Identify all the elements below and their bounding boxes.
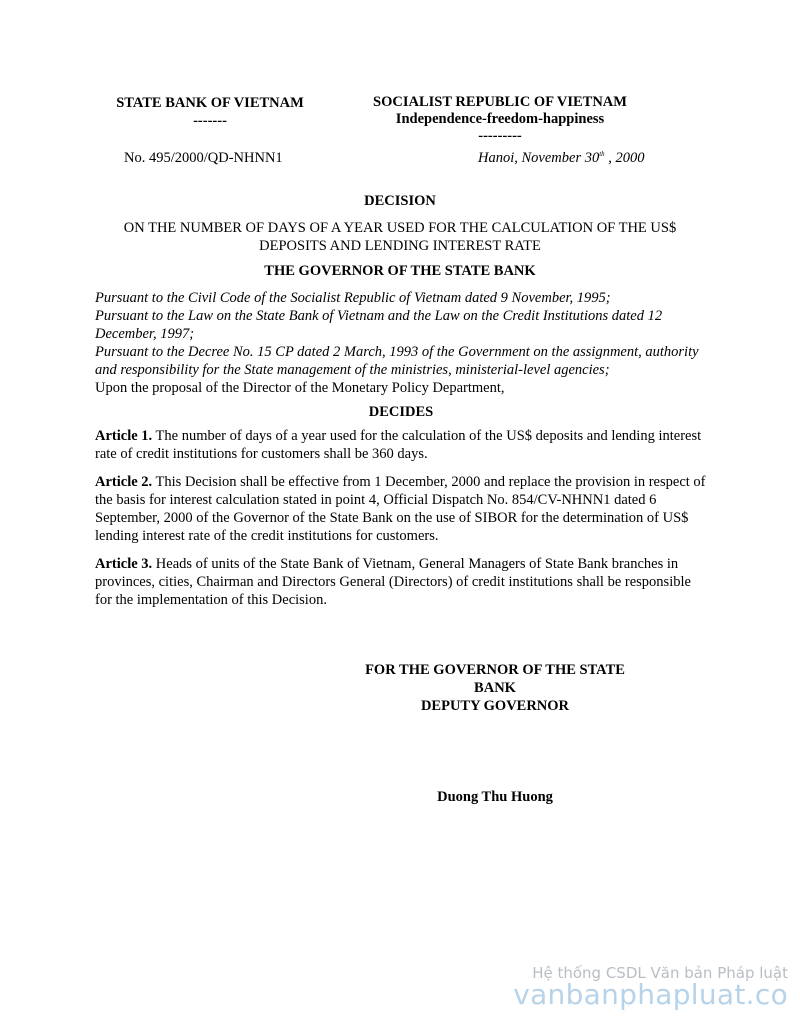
article-3 xyxy=(95,555,707,609)
proposal-line: Upon the proposal of the Director of the Monetary Policy Department, xyxy=(95,380,505,396)
national-motto: Independence-freedom-happiness xyxy=(395,111,605,127)
header-left xyxy=(100,94,320,130)
article-2 xyxy=(95,473,707,545)
signature-line: FOR THE GOVERNOR OF THE STATE xyxy=(365,662,625,678)
preamble-line: Pursuant to the Decree No. 15 CP dated 2 March, 1993 of the Government on the assignment, authority and responsibility for the State management of the ministries, ministerial-level agencies; xyxy=(95,344,699,378)
watermark-site: vanbanphapluat.co xyxy=(513,978,788,1011)
signer-name: Duong Thu Huong xyxy=(437,789,553,805)
signature-line: BANK xyxy=(474,680,516,696)
article-1 xyxy=(95,427,707,463)
article-text: This Decision shall be effective from 1 December, 2000 and replace the provision in respect of the basis for interest calculation stated in point 4, Official Dispatch No. 854/CV-NHNN1 dated 6 September, 2000 of the Governor of the State Bank on the use of SIBOR for the determination of US$ lending interest rate of the credit institutions for customers. xyxy=(95,474,706,544)
date-superscript: th xyxy=(599,150,605,159)
document-body xyxy=(95,289,707,619)
governor-heading: THE GOVERNOR OF THE STATE BANK xyxy=(264,263,536,279)
header-right-separator: --------- xyxy=(478,128,522,144)
decides-heading: DECIDES xyxy=(368,404,434,420)
issuing-organization: STATE BANK OF VIETNAM xyxy=(116,95,304,111)
preamble-line: Pursuant to the Civil Code of the Socialist Republic of Vietnam dated 9 November, 1995; xyxy=(95,290,611,306)
document-subtitle: ON THE NUMBER OF DAYS OF A YEAR USED FOR THE CALCULATION OF THE US$ DEPOSITS AND LENDING INTEREST RATE xyxy=(123,220,677,254)
header-right xyxy=(350,94,650,145)
document-title: DECISION xyxy=(364,193,436,209)
document-number: No. 495/2000/QD-NHNN1 xyxy=(124,150,283,166)
article-text: Heads of units of the State Bank of Vietnam, General Managers of State Bank branches in provinces, cities, Chairman and Directors General (Directors) of credit institutions shall be responsible for the implementation of this Decision. xyxy=(95,556,691,608)
article-label: Article 2. xyxy=(95,474,153,490)
signature-block xyxy=(345,661,645,715)
signature-title: DEPUTY GOVERNOR xyxy=(420,698,570,714)
article-label: Article 1. xyxy=(95,428,153,444)
header-left-separator: ------- xyxy=(193,113,227,129)
article-label: Article 3. xyxy=(95,556,153,572)
preamble-line: Pursuant to the Law on the State Bank of Vietnam and the Law on the Credit Institutions dated 12 December, 1997; xyxy=(95,308,663,342)
date-main: Hanoi, November 30 xyxy=(478,150,600,166)
article-text: The number of days of a year used for the calculation of the US$ deposits and lending interest rate of credit institutions for customers shall be 360 days. xyxy=(95,428,702,462)
watermark-caption: Hệ thống CSDL Văn bản Pháp luật xyxy=(532,964,788,982)
date-year: , 2000 xyxy=(604,150,645,166)
country-name: SOCIALIST REPUBLIC OF VIETNAM xyxy=(373,94,627,110)
document-date xyxy=(478,150,645,167)
